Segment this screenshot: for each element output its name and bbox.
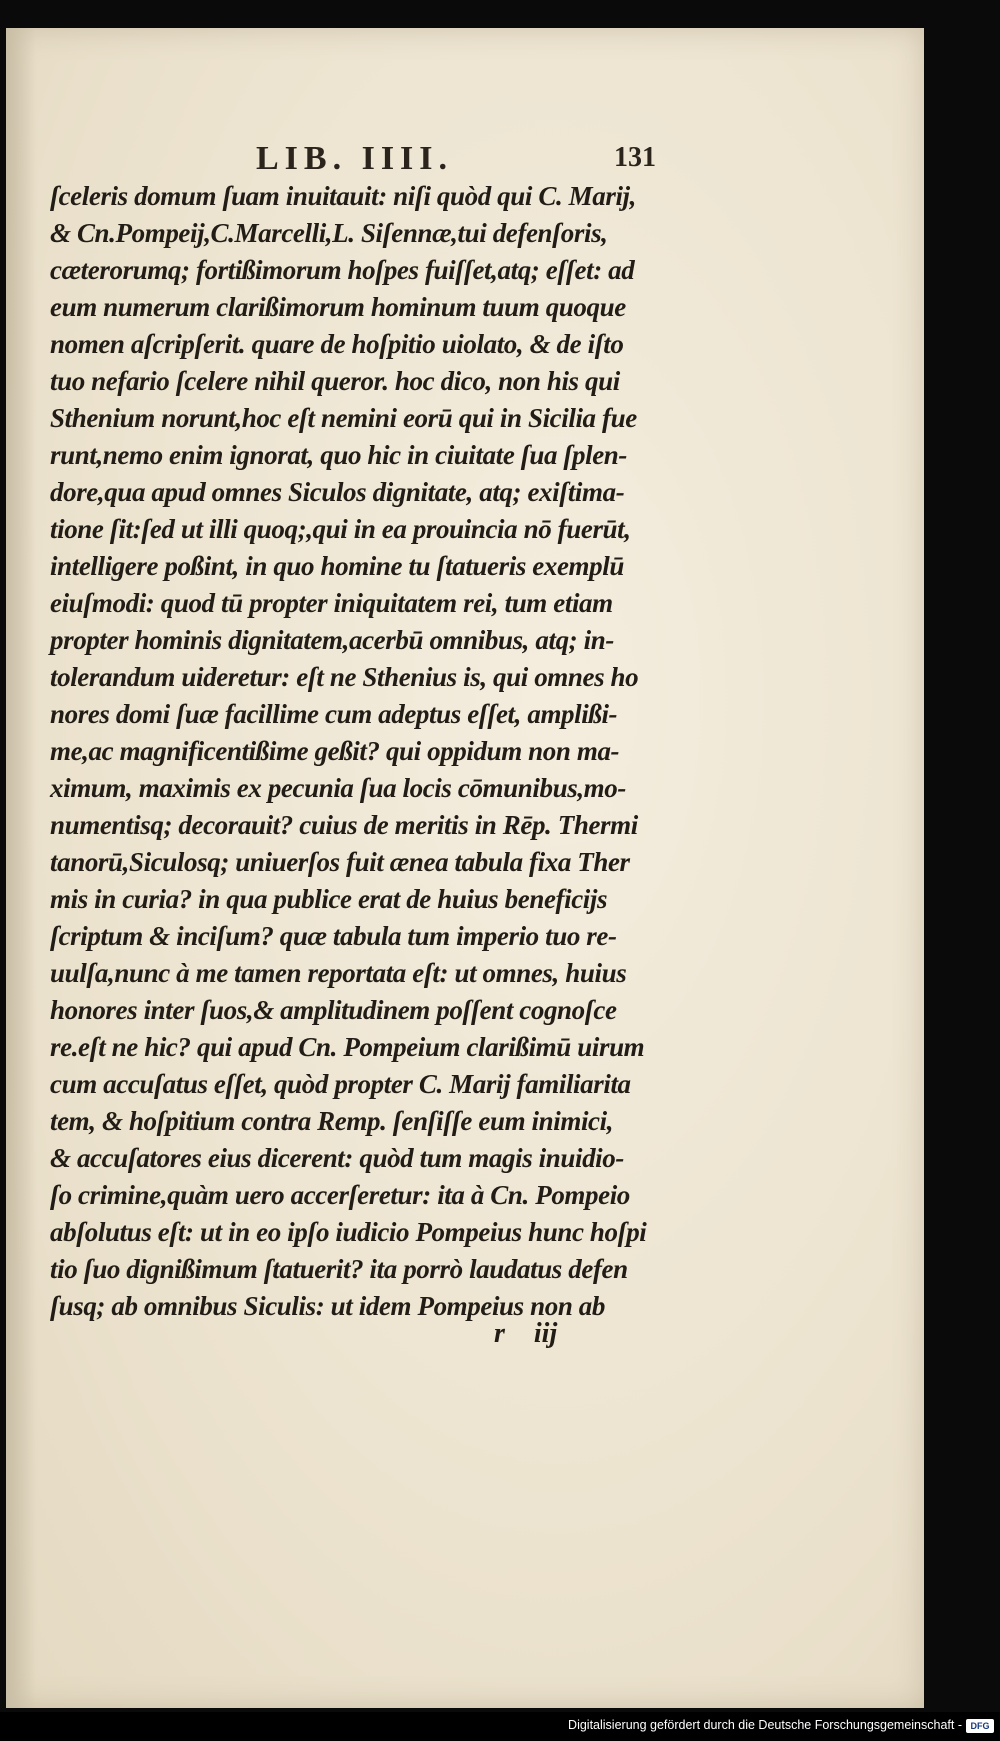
text-line: propter hominis dignitatem,acerbū omnibus, atq; in- xyxy=(50,625,614,655)
text-line: ximum, maximis ex pecunia ſua locis cōmunibus,mo- xyxy=(50,773,626,803)
text-line: mis in curia? in qua publice erat de huius beneficijs xyxy=(50,884,608,914)
text-line: Sthenium norunt,hoc eſt nemini eorū qui in Sicilia fue xyxy=(50,403,637,433)
text-line: numentisq; decorauit? cuius de meritis in Rēp. Thermi xyxy=(50,810,638,840)
text-line: eiuſmodi: quod tū propter iniquitatem rei, tum etiam xyxy=(50,588,613,618)
text-line: ſo crimine,quàm uero accerſeretur: ita à Cn. Pompeio xyxy=(50,1180,630,1210)
text-line: tolerandum uideretur: eſt ne Sthenius is, qui omnes ho xyxy=(50,662,639,692)
text-line: uulſa,nunc à me tamen reportata eſt: ut omnes, huius xyxy=(50,958,627,988)
text-line: tione ſit:ſed ut illi quoq;,qui in ea prouincia nō fuerūt, xyxy=(50,514,631,544)
text-line: tanorū,Siculosq; uniuerſos fuit ænea tabula fixa Ther xyxy=(50,847,630,877)
text-line: tuo nefario ſcelere nihil queror. hoc dico, non his qui xyxy=(50,366,620,396)
folio-number: 131 xyxy=(614,142,656,173)
text-line: ſceleris domum ſuam inuitauit: niſi quòd qui C. Marij, xyxy=(50,181,637,211)
page-header xyxy=(6,140,924,180)
text-line: nomen aſcripſerit. quare de hoſpitio uiolato, & de iſto xyxy=(50,329,624,359)
text-line: eum numerum clarißimorum hominum tuum quoque xyxy=(50,292,626,322)
book-page xyxy=(6,28,924,1708)
text-line: cum accuſatus eſſet, quòd propter C. Marij familiarita xyxy=(50,1069,631,1099)
dfg-logo-text: DFG xyxy=(970,1721,990,1731)
page-gutter-shadow xyxy=(6,28,36,1708)
text-line: tem, & hoſpitium contra Remp. ſenſiſſe eum inimici, xyxy=(50,1106,614,1136)
text-line: dore,qua apud omnes Siculos dignitate, atq; exiſtima- xyxy=(50,477,625,507)
credit-bar xyxy=(0,1712,1000,1741)
digitization-credit: Digitalisierung gefördert durch die Deutsche Forschungsgemeinschaft - xyxy=(568,1718,962,1732)
text-line: & accuſatores eius dicerent: quòd tum magis inuidio- xyxy=(50,1143,624,1173)
signature-mark: r iij xyxy=(494,1318,558,1349)
text-line: intelligere poßint, in quo homine tu ſtatueris exemplū xyxy=(50,551,624,581)
text-line: me,ac magnificentißime geßit? qui oppidum non ma- xyxy=(50,736,620,766)
text-line: nores domi ſuæ facillime cum adeptus eſſet, amplißi- xyxy=(50,699,618,729)
text-line: & Cn.Pompeij,C.Marcelli,L. Siſennæ,tui defenſoris, xyxy=(50,218,608,248)
body-text xyxy=(50,178,650,1325)
text-line: runt,nemo enim ignorat, quo hic in ciuitate ſua ſplen- xyxy=(50,440,627,470)
text-line: tio ſuo dignißimum ſtatuerit? ita porrò laudatus defen xyxy=(50,1254,628,1284)
running-head: LIB. IIII. xyxy=(256,140,454,177)
text-line: re.eſt ne hic? qui apud Cn. Pompeium clarißimū uirum xyxy=(50,1032,645,1062)
text-line: ſcriptum & inciſum? quæ tabula tum imperio tuo re- xyxy=(50,921,617,951)
text-line: abſolutus eſt: ut in eo ipſo iudicio Pompeius hunc hoſpi xyxy=(50,1217,647,1247)
dfg-logo-icon xyxy=(966,1719,994,1733)
text-line: cæterorumq; fortißimorum hoſpes fuiſſet,atq; eſſet: ad xyxy=(50,255,635,285)
text-line: honores inter ſuos,& amplitudinem poſſent cognoſce xyxy=(50,995,617,1025)
text-line: ſusq; ab omnibus Siculis: ut idem Pompeius non ab xyxy=(50,1291,606,1321)
